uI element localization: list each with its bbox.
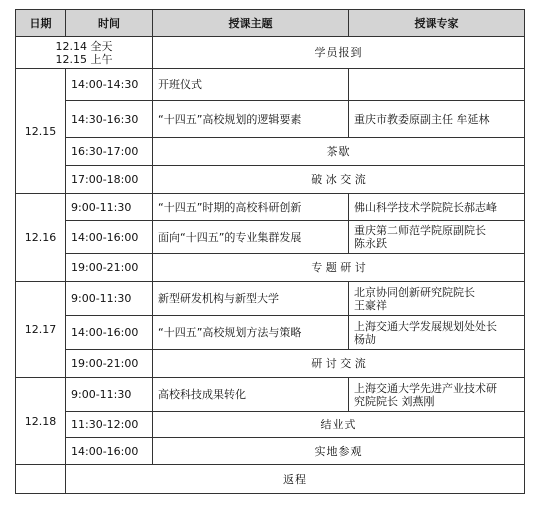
topic-cell: 开班仪式	[153, 69, 349, 101]
time-cell: 14:00-14:30	[66, 69, 153, 101]
header-row	[16, 10, 525, 37]
table-row	[16, 166, 525, 194]
schedule-table	[15, 9, 525, 494]
merged-cell: 研 讨 交 流	[153, 350, 525, 378]
table-row	[16, 438, 525, 465]
table-row	[16, 378, 525, 412]
expert-line: 杨劼	[354, 332, 376, 346]
table-row	[16, 316, 525, 350]
table-row	[16, 138, 525, 166]
registration-date-line2: 12.15 上午	[55, 52, 113, 66]
expert-line: 王豪祥	[354, 298, 387, 312]
topic-cell: “十四五”高校规划方法与策略	[153, 316, 349, 350]
expert-cell	[349, 378, 525, 412]
expert-line: 重庆第二师范学院原副院长	[354, 224, 486, 237]
expert-cell	[349, 221, 525, 254]
time-cell: 16:30-17:00	[66, 138, 153, 166]
expert-cell	[349, 316, 525, 350]
merged-cell: 专 题 研 讨	[153, 254, 525, 282]
time-cell: 11:30-12:00	[66, 412, 153, 438]
date-cell: 12.18	[16, 378, 66, 465]
time-cell: 14:00-16:00	[66, 221, 153, 254]
topic-cell: 面向“十四五”的专业集群发展	[153, 221, 349, 254]
time-cell: 14:00-16:00	[66, 316, 153, 350]
time-cell: 14:30-16:30	[66, 101, 153, 138]
table-row	[16, 282, 525, 316]
expert-line: 北京协同创新研究院院长	[354, 285, 475, 299]
table-row	[16, 69, 525, 101]
time-cell: 9:00-11:30	[66, 378, 153, 412]
expert-line: 上海交通大学发展规划处处长	[354, 319, 497, 333]
time-cell: 17:00-18:00	[66, 166, 153, 194]
date-cell: 12.17	[16, 282, 66, 378]
merged-cell: 结业式	[153, 412, 525, 438]
topic-cell: “十四五”高校规划的逻辑要素	[153, 101, 349, 138]
topic-cell: “十四五”时期的高校科研创新	[153, 194, 349, 221]
time-cell: 9:00-11:30	[66, 282, 153, 316]
table-row	[16, 101, 525, 138]
expert-cell	[349, 69, 525, 101]
expert-line: 上海交通大学先进产业技术研	[354, 381, 497, 395]
return-text: 返程	[66, 465, 525, 494]
expert-line: 究院院长 刘燕刚	[354, 394, 435, 408]
registration-date-line1: 12.14 全天	[55, 39, 113, 53]
time-cell: 14:00-16:00	[66, 438, 153, 465]
table-row	[16, 221, 525, 254]
merged-cell: 实地参观	[153, 438, 525, 465]
registration-text: 学员报到	[153, 37, 525, 69]
topic-cell: 新型研发机构与新型大学	[153, 282, 349, 316]
expert-cell: 佛山科学技术学院院长郝志峰	[349, 194, 525, 221]
expert-cell: 重庆市教委原副主任 牟延林	[349, 101, 525, 138]
registration-date	[16, 37, 153, 69]
return-row	[16, 465, 525, 494]
header-topic: 授课主题	[153, 10, 349, 37]
expert-line: 陈永跃	[354, 237, 387, 250]
merged-cell: 茶歇	[153, 138, 525, 166]
date-cell: 12.15	[16, 69, 66, 194]
time-cell: 9:00-11:30	[66, 194, 153, 221]
header-expert: 授课专家	[349, 10, 525, 37]
topic-cell: 高校科技成果转化	[153, 378, 349, 412]
table-row	[16, 254, 525, 282]
time-cell: 19:00-21:00	[66, 350, 153, 378]
merged-cell: 破 冰 交 流	[153, 166, 525, 194]
date-cell: 12.16	[16, 194, 66, 282]
table-row	[16, 412, 525, 438]
time-cell: 19:00-21:00	[66, 254, 153, 282]
registration-row	[16, 37, 525, 69]
empty-date-cell	[16, 465, 66, 494]
table-row	[16, 194, 525, 221]
header-time: 时间	[66, 10, 153, 37]
table-row	[16, 350, 525, 378]
header-date: 日期	[16, 10, 66, 37]
expert-cell	[349, 282, 525, 316]
